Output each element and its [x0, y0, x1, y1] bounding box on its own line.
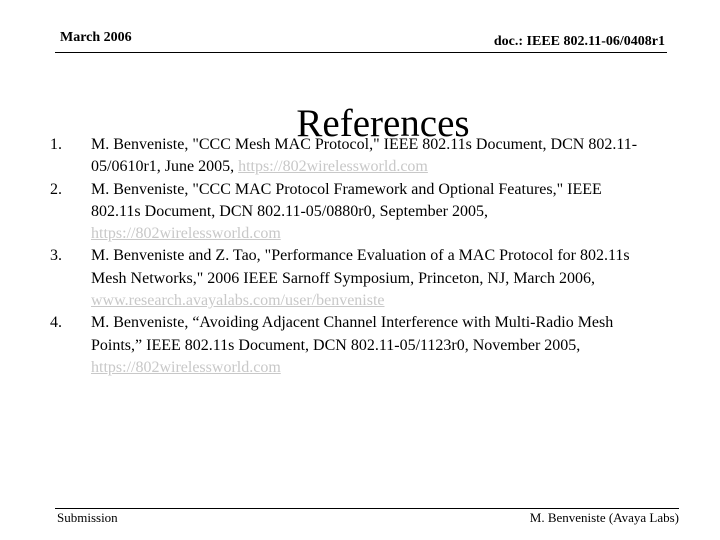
reference-link[interactable]: https://802wirelessworld.com [91, 225, 281, 243]
reference-item [0, 312, 651, 379]
footer-author: M. Benveniste (Avaya Labs) [529, 510, 679, 525]
reference-text: M. Benveniste and Z. Tao, "Performance Evaluation of a MAC Protocol for 802.11s Mesh Networks," 2006 IEEE Sarnoff Symposium, Princeton, NJ, March 2006, [91, 247, 630, 287]
header-doc-id: doc.: IEEE 802.11-06/0408r1 [493, 34, 665, 49]
header-divider [55, 52, 667, 53]
reference-item [0, 245, 651, 312]
reference-link[interactable]: https://802wirelessworld.com [91, 358, 281, 376]
reference-text: M. Benveniste, “Avoiding Adjacent Channel Interference with Multi-Radio Mesh Points,” IEEE 802.11s Document, DCN 802.11-05/1123r0, November 2005, [91, 314, 614, 354]
footer-divider [55, 508, 679, 509]
header-date: March 2006 [60, 30, 132, 45]
reference-item [0, 179, 651, 246]
reference-item [0, 134, 651, 179]
reference-number: 4. [50, 314, 62, 332]
reference-link[interactable]: www.research.avayalabs.com/user/benveniste [91, 292, 385, 310]
reference-text: M. Benveniste, "CCC MAC Protocol Framework and Optional Features," IEEE 802.11s Document, DCN 802.11-05/0880r0, September 2005, [91, 180, 602, 220]
footer-submission: Submission [57, 510, 118, 525]
reference-list [0, 134, 720, 379]
page-title: References [296, 102, 470, 146]
reference-number: 2. [50, 180, 62, 198]
reference-text: M. Benveniste, "CCC Mesh MAC Protocol," IEEE 802.11s Document, DCN 802.11-05/0610r1, June 2005, [91, 136, 638, 176]
reference-link[interactable]: https://802wirelessworld.com [238, 158, 428, 176]
reference-number: 1. [50, 136, 62, 153]
reference-number: 3. [50, 247, 62, 265]
